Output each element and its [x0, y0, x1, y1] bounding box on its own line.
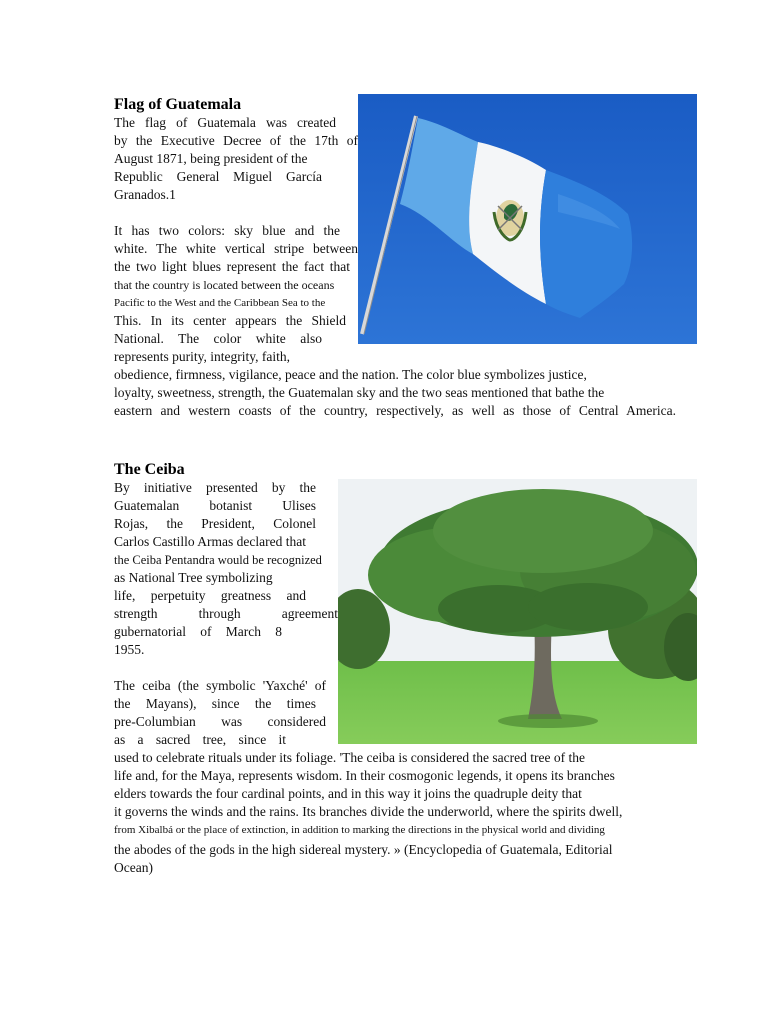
text-line: Rojas, the President, Colonel — [114, 516, 316, 531]
text-line: By initiative presented by the — [114, 480, 316, 495]
text-line: The flag of Guatemala was created — [114, 115, 336, 130]
text-line: 1955. — [114, 642, 145, 657]
text-line: as National Tree symbolizing — [114, 570, 273, 585]
text-line: white. The white vertical stripe between — [114, 241, 358, 256]
text-line: Guatemalan botanist Ulises — [114, 498, 316, 513]
text-line: it governs the winds and the rains. Its branches divide the underworld, where the spirits dwell, — [114, 804, 623, 819]
text-line: the two light blues represent the fact that — [114, 259, 350, 274]
text-line: used to celebrate rituals under its foliage. 'The ceiba is considered the sacred tree of the — [114, 750, 585, 765]
text-line: life and, for the Maya, represents wisdom. In their cosmogonic legends, it opens its branches — [114, 768, 615, 783]
text-line: that the country is located between the oceans — [114, 278, 335, 292]
text-line: pre-Columbian was considered — [114, 714, 326, 729]
flag-photo — [358, 94, 697, 344]
text-line: Ocean) — [114, 860, 153, 875]
text-line: as a sacred tree, since it — [114, 732, 286, 747]
text-line: life, perpetuity greatness and — [114, 588, 306, 603]
text-line: The ceiba (the symbolic 'Yaxché' of — [114, 678, 326, 693]
text-line: the abodes of the gods in the high sidereal mystery. » (Encyclopedia of Guatemala, Editorial — [114, 842, 613, 857]
text-line: elders towards the four cardinal points, and in this way it joins the quadruple deity that — [114, 786, 582, 801]
text-line: Granados.1 — [114, 187, 176, 202]
text-line: the Ceiba Pentandra would be recognized — [114, 553, 322, 567]
text-line: Pacific to the West and the Caribbean Sea to the — [114, 297, 326, 309]
text-line: gubernatorial of March 8 — [114, 624, 282, 639]
text-line: August 1871, being president of the — [114, 151, 308, 166]
text-line: from Xibalbá or the place of extinction, in addition to marking the directions in the physical world and dividing — [114, 824, 605, 836]
text-line: by the Executive Decree of the 17th of — [114, 133, 358, 148]
text-line: It has two colors: sky blue and the — [114, 223, 340, 238]
text-line: strength through agreement — [114, 606, 338, 621]
section-title-ceiba: The Ceiba — [114, 461, 185, 478]
text-line: obedience, firmness, vigilance, peace and the nation. The color blue symbolizes justice, — [114, 367, 587, 382]
text-line: Carlos Castillo Armas declared that — [114, 534, 306, 549]
ceiba-tree-photo — [338, 479, 697, 744]
text-line: Republic General Miguel García — [114, 169, 322, 184]
section-title-flag: Flag of Guatemala — [114, 96, 242, 113]
text-line: National. The color white also — [114, 331, 322, 346]
text-line: the Mayans), since the times — [114, 696, 316, 711]
text-line: loyalty, sweetness, strength, the Guatemalan sky and the two seas mentioned that bathe the — [114, 385, 605, 400]
text-line: This. In its center appears the Shield — [114, 313, 346, 328]
text-line: represents purity, integrity, faith, — [114, 349, 290, 364]
text-line: eastern and western coasts of the country, respectively, as well as those of Central America. — [114, 403, 676, 418]
